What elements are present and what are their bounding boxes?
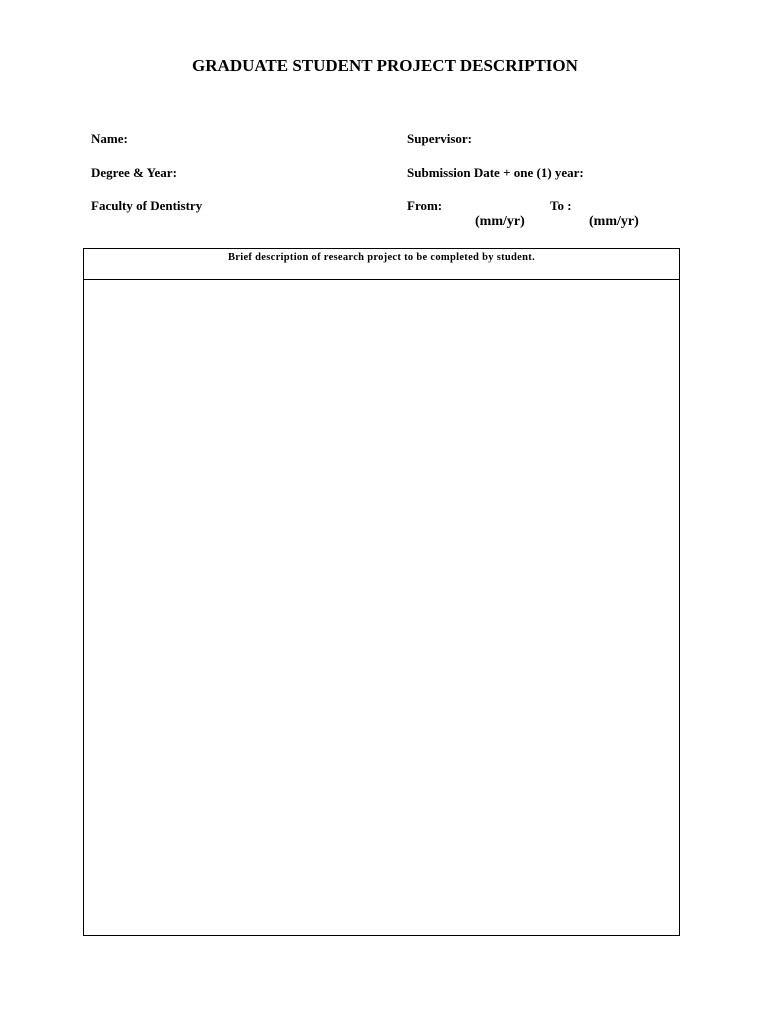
to-format-hint: (mm/yr) [589,214,639,229]
supervisor-label: Supervisor: [407,131,472,146]
submission-date-label: Submission Date + one (1) year: [407,165,584,180]
degree-year-label: Degree & Year: [91,165,177,180]
description-box [83,248,680,936]
description-text-area[interactable] [84,280,679,935]
name-label: Name: [91,131,128,146]
description-box-header: Brief description of research project to be completed by student. [84,249,679,280]
from-format-hint: (mm/yr) [475,214,525,229]
from-label: From: [407,198,443,213]
page-title: GRADUATE STUDENT PROJECT DESCRIPTION [192,56,578,75]
to-label: To : [550,198,572,213]
faculty-label: Faculty of Dentistry [91,198,203,213]
